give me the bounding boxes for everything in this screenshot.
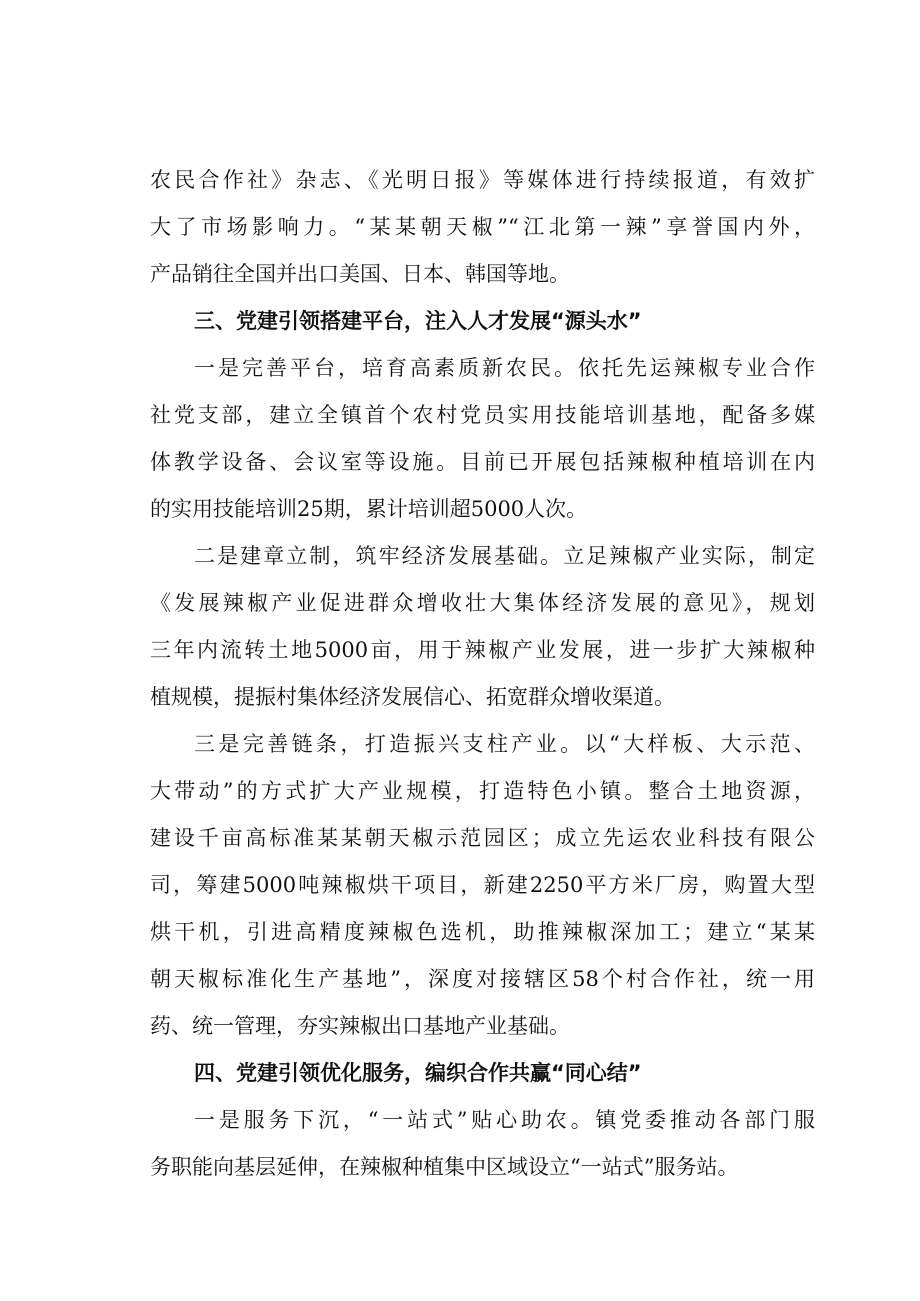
- text-line: 体教学设备、会议室等设施。目前已开展包括辣椒种植培训在内: [150, 450, 815, 474]
- section-4-paragraph-1: [150, 1097, 815, 1191]
- section-3-heading: 三、党建引领搭建平台，注入人才发展“源头水”: [194, 309, 642, 333]
- text-line: 三是完善链条，打造振兴支柱产业。以“大样板、大示范、: [194, 732, 815, 756]
- continuation-paragraph: [150, 157, 815, 298]
- text-line: 司，筹建5000吨辣椒烘干项目，新建2250平方米厂房，购置大型: [150, 873, 815, 897]
- text-line: 三年内流转土地5000亩，用于辣椒产业发展，进一步扩大辣椒种: [150, 638, 815, 662]
- text-line: 烘干机，引进高精度辣椒色选机，助推辣椒深加工；建立“某某: [150, 920, 815, 944]
- text-line: 一是完善平台，培育高素质新农民。依托先运辣椒专业合作: [194, 356, 815, 380]
- text-line: 一是服务下沉，“一站式”贴心助农。镇党委推动各部门服: [194, 1108, 815, 1132]
- section-3-paragraph-1: [150, 345, 815, 533]
- text-line: 的实用技能培训25期，累计培训超5000人次。: [150, 497, 588, 521]
- text-line: 社党支部，建立全镇首个农村党员实用技能培训基地，配备多媒: [150, 403, 815, 427]
- text-line: 大了市场影响力。“某某朝天椒”“江北第一辣”享誉国内外，: [150, 215, 815, 239]
- text-line: 植规模，提振村集体经济发展信心、拓宽群众增收渠道。: [150, 685, 675, 709]
- text-line: 产品销往全国并出口美国、日本、韩国等地。: [150, 262, 570, 286]
- text-line: 朝天椒标准化生产基地”，深度对接辖区58个村合作社，统一用: [150, 967, 815, 991]
- text-line: 药、统一管理，夯实辣椒出口基地产业基础。: [150, 1014, 570, 1038]
- text-line: 《发展辣椒产业促进群众增收壮大集体经济发展的意见》，规划: [150, 591, 815, 615]
- text-line: 农民合作社》杂志、《光明日报》等媒体进行持续报道，有效扩: [150, 168, 815, 192]
- text-line: 建设千亩高标准某某朝天椒示范园区；成立先运农业科技有限公: [150, 826, 815, 850]
- section-3-paragraph-3: [150, 721, 815, 1050]
- section-3-paragraph-2: [150, 533, 815, 721]
- text-line: 务职能向基层延伸，在辣椒种植集中区域设立“一站式”服务站。: [150, 1155, 739, 1179]
- text-line: 二是建章立制，筑牢经济发展基础。立足辣椒产业实际，制定: [194, 544, 815, 568]
- document-page: [150, 157, 815, 1191]
- section-4-heading: 四、党建引领优化服务，编织合作共赢“同心结”: [194, 1061, 642, 1085]
- text-line: 大带动”的方式扩大产业规模，打造特色小镇。整合土地资源，: [150, 779, 815, 803]
